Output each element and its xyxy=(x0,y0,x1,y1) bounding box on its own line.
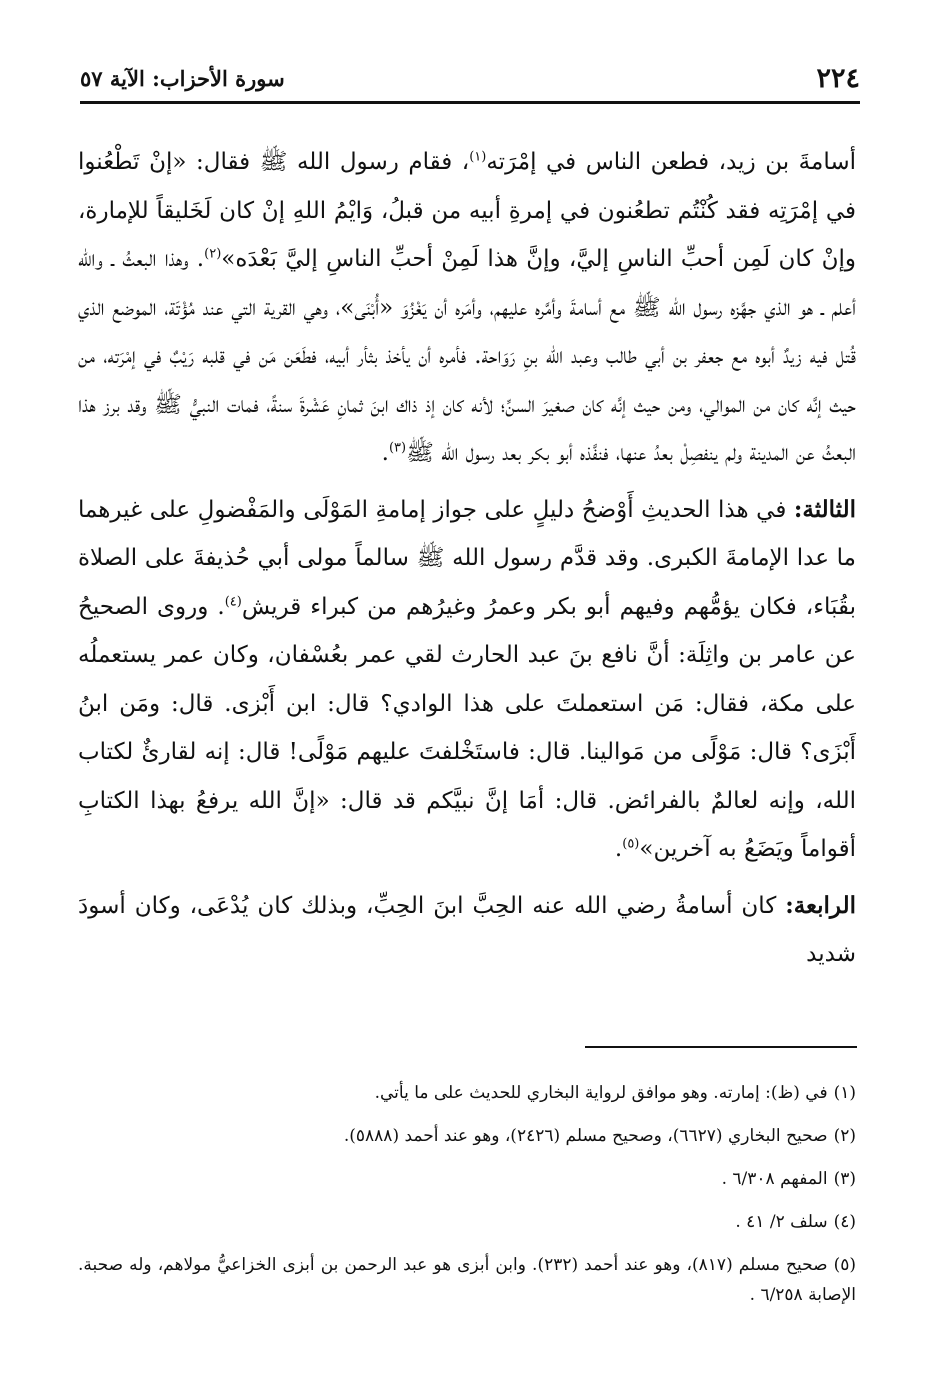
footnote-text: في (ظ): إمارته. وهو موافق لرواية البخاري للحديث على ما يأتي. xyxy=(374,1083,828,1103)
footnote-1 xyxy=(78,1078,856,1108)
footnotes xyxy=(78,1078,856,1323)
footnote-ref-3: (٣) xyxy=(388,440,407,456)
page-number: ٢٢٤ xyxy=(816,63,860,94)
footnote-ref-2: (٢) xyxy=(204,246,222,262)
running-header xyxy=(80,62,860,98)
paragraph-2-text-a: في هذا الحديثِ أَوْضحُ دليلٍ على جواز إمامةِ المَوْلَى والمَفْضولِ على غيرهما ما عدا الإمامةَ الكبرى. وقد قدَّم رسول الله ﷺ سالماً مولى أبي حُذيفةَ على الصلاة بقُبَاء، فكان يؤمُّهم وفيهم أبو بكر وعمرُ وغيرُهم من كبراء قريش xyxy=(78,496,856,620)
footnote-text: صحيح مسلم (٨١٧)، وهو عند أحمد (٢٣٢). وابن أبزى هو عبد الرحمن بن أبزى الخزاعيُّ مولاهم، وله صحبة. الإصابة ٦/٢٥٨ . xyxy=(78,1255,856,1305)
footnote-text: سلف ٢/ ٤١ . xyxy=(735,1212,828,1232)
footnote-number: (٣) xyxy=(833,1169,856,1189)
footnote-divider xyxy=(585,1046,857,1048)
footnote-text: صحيح البخاري (٦٦٢٧)، وصحيح مسلم (٢٤٢٦)، وهو عند أحمد (٥٨٨٨). xyxy=(343,1126,828,1146)
paragraph-1-text-a: أسامةَ بن زيد، فطعن الناس في إمْرَته xyxy=(486,149,856,175)
paragraph-2-lead: الثالثة: xyxy=(793,495,856,523)
footnote-number: (١) xyxy=(833,1083,856,1103)
footnote-number: (٤) xyxy=(833,1212,856,1232)
footnote-ref-4: (٤) xyxy=(224,593,242,609)
paragraph-2-end: . xyxy=(614,836,623,862)
footnote-number: (٥) xyxy=(833,1255,856,1275)
paragraph-1-text-c: . وهذا البعثُ ـ والله أعلم ـ هو الذي جهَّزه رسول الله ﷺ مع أسامةَ وأمَّره عليهم، وأمَره أن يَغْزُوَ «أُبْنَى»، وهي القرية التي عند مُؤْتَة، الموضع الذي قُتل فيه زيدٌ أبوه مع جعفر بن أبي طالب وعبد الله بنِ رَوَاحة. فأمره أن يأخذ بثأر أبيه، فطَعَن مَن في قلبه رَيْبٌ في إمْرَته، من حيث إنَّه كان من الموالي، ومن حيث إنَّه كان صغيرَ السنِّ؛ لأنه كان إذ ذاك ابنَ ثمانِ عَشْرةَ سنةً، فمات النبيُّ ﷺ وقد برز هذا البعثُ عن المدينة ولم ينفصِلْ بعدُ عنها، فنفَّذه أبو بكر بعد رسول الله ﷺ xyxy=(78,246,856,466)
paragraph-2 xyxy=(78,486,856,874)
footnote-2 xyxy=(78,1121,856,1151)
footnote-4 xyxy=(78,1207,856,1237)
header-divider xyxy=(80,101,860,104)
paragraph-1 xyxy=(78,138,856,478)
main-text xyxy=(78,138,856,979)
paragraph-3-lead: الرابعة: xyxy=(785,891,856,919)
footnote-3 xyxy=(78,1164,856,1194)
paragraph-1-text-b: ، فقام رسول الله ﷺ فقال: «إنْ تَطْعُنوا في إمْرَتِه فقد كُنْتُم تطعُنون في إمرةِ أبيه من قبلُ، وَايْمُ اللهِ إنْ كان لَخَليقاً للإمارة، وإنْ كان لَمِن أحبِّ الناسِ إليَّ، وإنَّ هذا لَمِنْ أحبِّ الناسِ إليَّ بَعْدَه» xyxy=(78,149,856,272)
footnote-ref-1: (١) xyxy=(469,149,487,165)
footnote-ref-5: (٥) xyxy=(622,836,640,852)
footnote-text: المفهم ٦/٣٠٨ . xyxy=(721,1169,828,1189)
paragraph-3 xyxy=(78,882,856,979)
footnote-number: (٢) xyxy=(833,1126,856,1146)
footnote-5 xyxy=(78,1250,856,1310)
paragraph-2-text-b: . وروى الصحيحُ عن عامر بن واثِلَة: أنَّ نافع بنَ عبد الحارث لقي عمر بعُسْفان، وكان عمر يستعملُه على مكة، فقال: مَن استعملتَ على هذا الوادي؟ قال: ابن أَبْزى. قال: ومَن ابنُ أَبْزَى؟ قال: مَوْلًى من مَوالينا. قال: فاستَخْلفتَ عليهم مَوْلًى! قال: إنه لقارئٌ لكتاب الله، وإنه لعالمٌ بالفرائض. قال: أمَا إنَّ نبيَّكم قد قال: «إنَّ الله يرفعُ بهذا الكتابِ أقواماً ويَضَعُ به آخرين» xyxy=(78,593,856,862)
running-title: سورة الأحزاب: الآية ٥٧ xyxy=(80,66,285,91)
paragraph-3-text-a: كان أسامةُ رضي الله عنه الحِبَّ ابنَ الحِبِّ، وبذلك كان يُدْعَى، وكان أسودَ شديد xyxy=(78,892,856,967)
paragraph-1-end: . xyxy=(381,440,389,466)
